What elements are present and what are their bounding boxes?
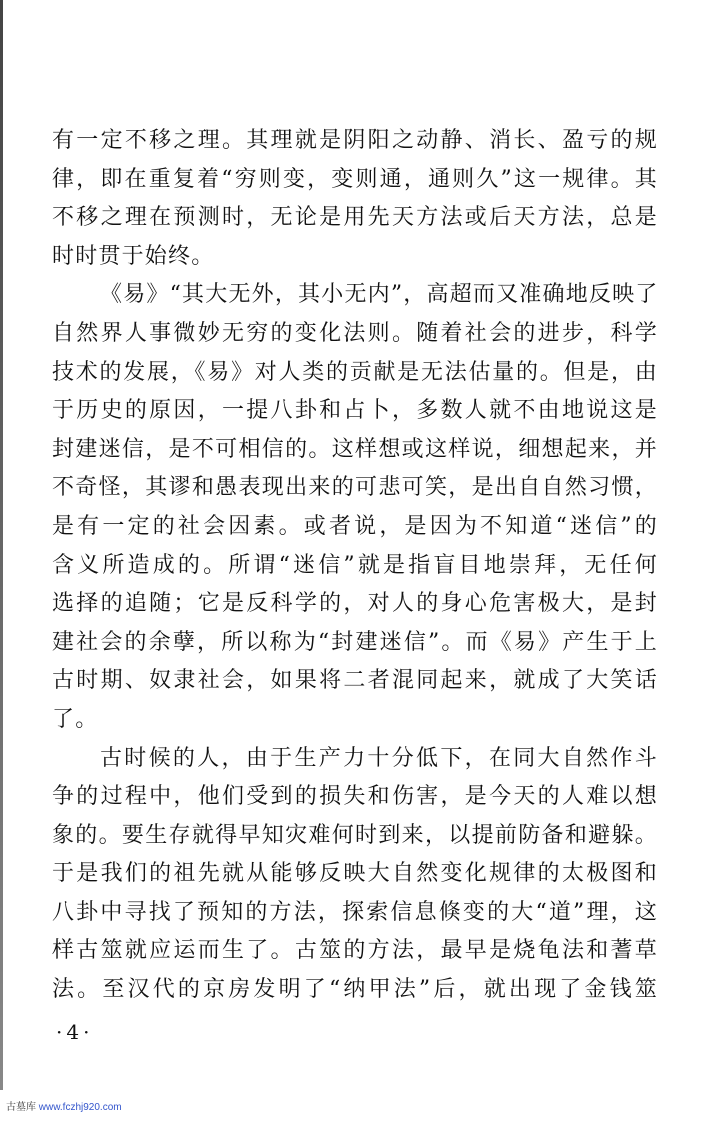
paragraph-1 <box>52 122 658 276</box>
text-line: 不奇怪，其谬和愚表现出来的可悲可笑，是出自自然习惯， <box>52 475 658 501</box>
text-line: 时时贯于始终。 <box>52 243 215 269</box>
page-scan-edge <box>0 0 3 1090</box>
text-line: 《易》“其大无外，其小无内”，高超而又准确地反映了 <box>100 282 659 308</box>
text-line: 争的过程中，他们受到的损失和伤害，是今天的人难以想 <box>52 784 658 810</box>
text-line: 象的。要生存就得早知灾难何时到来，以提前防备和避躲。 <box>52 822 658 848</box>
page-body <box>52 122 658 1010</box>
page-number: ·4· <box>56 1020 94 1044</box>
text-line: 含义所造成的。所谓“迷信”就是指盲目地崇拜，无任何 <box>52 552 658 578</box>
text-line: 封建迷信，是不可相信的。这样想或这样说，细想起来，并 <box>52 436 658 462</box>
text-line: 于是我们的祖先就从能够反映大自然变化规律的太极图和 <box>52 861 658 887</box>
text-line: 于历史的原因，一提八卦和占卜，多数人就不由地说这是 <box>52 398 658 424</box>
text-line: 自然界人事微妙无穷的变化法则。随着社会的进步，科学 <box>52 320 658 346</box>
text-line: 律，即在重复着“穷则变，变则通，通则久”这一规律。其 <box>52 166 658 192</box>
text-line: 建社会的余孽，所以称为“封建迷信”。而《易》产生于上 <box>52 629 658 655</box>
footer-label: 古墓库 <box>6 1102 36 1113</box>
paragraph-2 <box>52 276 658 739</box>
text-line: 古时候的人，由于生产力十分低下，在同大自然作斗 <box>100 745 658 771</box>
text-line: 不移之理在预测时，无论是用先天方法或后天方法，总是 <box>52 205 658 231</box>
text-line: 古时期、奴隶社会，如果将二者混同起来，就成了大笑话 <box>52 668 658 694</box>
text-line: 八卦中寻找了预知的方法，探索信息倏变的大“道”理，这 <box>52 899 658 925</box>
text-line: 是有一定的社会因素。或者说，是因为不知道“迷信”的 <box>52 513 658 539</box>
text-line: 选择的追随；它是反科学的，对人的身心危害极大，是封 <box>52 591 658 617</box>
text-line: 法。至汉代的京房发明了“纳甲法”后，就出现了金钱筮 <box>52 977 658 1003</box>
text-line: 有一定不移之理。其理就是阴阳之动静、消长、盈亏的规 <box>52 128 658 153</box>
footer-watermark <box>6 1098 122 1113</box>
text-line: 样古筮就应运而生了。古筮的方法，最早是烧龟法和蓍草 <box>52 938 658 964</box>
footer-url[interactable]: www.fczhj920.com <box>38 1102 122 1113</box>
text-line: 技术的发展，《易》对人类的贡献是无法估量的。但是，由 <box>52 359 658 385</box>
text-line: 了。 <box>52 706 99 732</box>
paragraph-3 <box>52 740 658 1010</box>
